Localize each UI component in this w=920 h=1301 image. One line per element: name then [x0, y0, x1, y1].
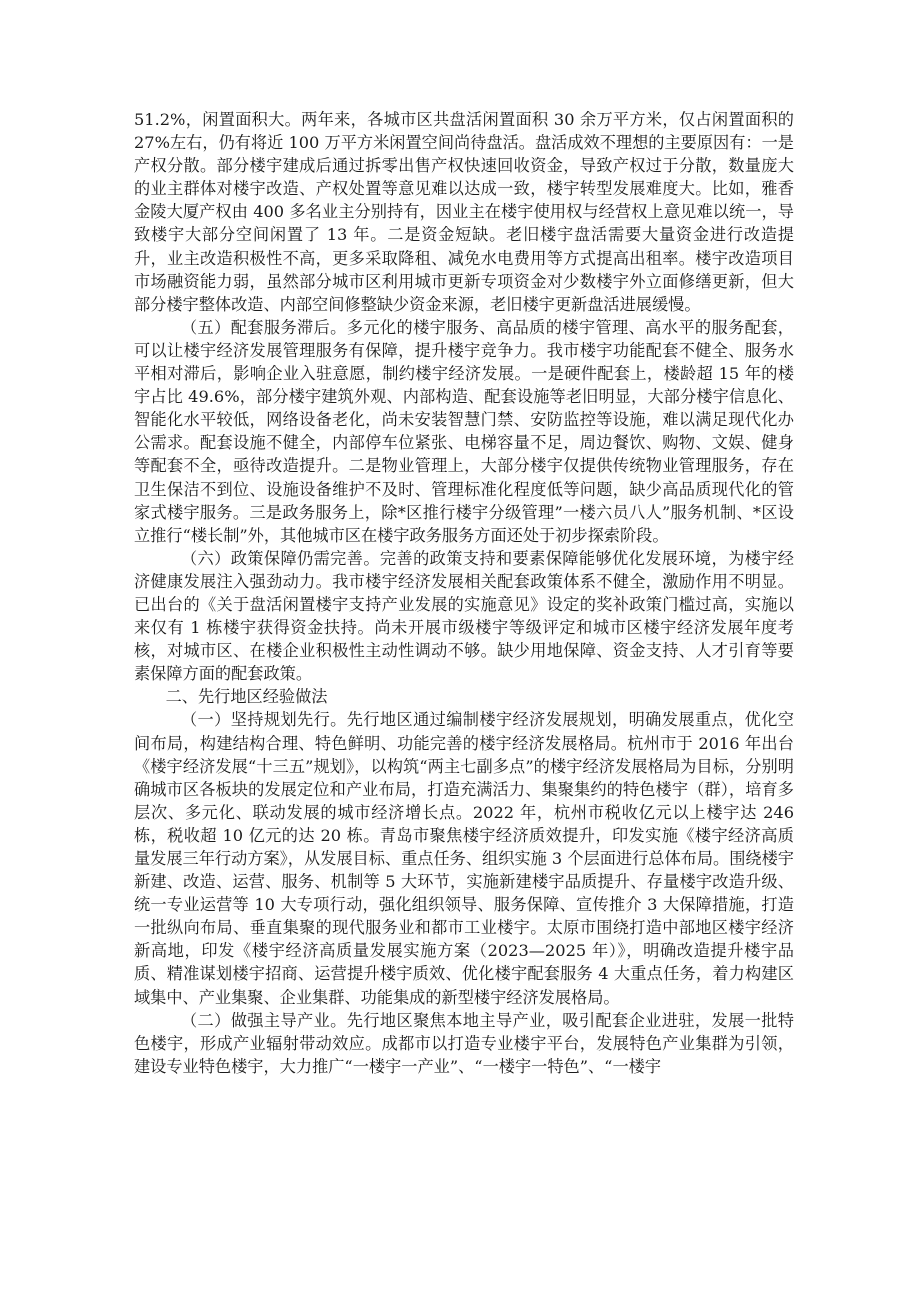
paragraph-supporting-services: （五）配套服务滞后。多元化的楼宇服务、高品质的楼宇管理、高水平的服务配套，可以让楼宇经济发展管理服务有保障，提升楼宇竞争力。我市楼宇功能配套不健全、服务水平相对滞后，影响企业入驻意愿，制约楼宇经济发展。一是硬件配套上，楼龄超 15 年的楼宇占比 49.6%，部分楼宇建筑外观、内部构造、配套设施等老旧明显，大部分楼宇信息化、智能化水平较低，网络设备老化，尚未安装智慧门禁、安防监控等设施，难以满足现代化办公需求。配套设施不健全，内部停车位紧张、电梯容量不足，周边餐饮、购物、文娱、健身等配套不全，亟待改造提升。二是物业管理上，大部分楼宇仅提供传统物业管理服务，存在卫生保洁不到位、设施设备维护不及时、管理标准化程度低等问题，缺少高品质现代化的管家式楼宇服务。三是政务服务上，除*区推行楼宇分级管理”一楼六员八人”服务机制、*区设立推行“楼长制”外，其他城市区在楼宇政务服务方面还处于初步探索阶段。 [134, 317, 794, 545]
document-page [134, 108, 794, 1078]
paragraph-leading-industry: （二）做强主导产业。先行地区聚焦本地主导产业，吸引配套企业进驻，发展一批特色楼宇，形成产业辐射带动效应。成都市以打造专业楼宇平台，发展特色产业集群为引领，建设专业特色楼宇，大力推广“一楼宇一产业”、“一楼宇一特色”、“一楼宇 [134, 1010, 794, 1076]
paragraph-policy-guarantee: （六）政策保障仍需完善。完善的政策支持和要素保障能够优化发展环境，为楼宇经济健康发展注入强劲动力。我市楼宇经济发展相关配套政策体系不健全，激励作用不明显。已出台的《关于盘活闲置楼宇支持产业发展的实施意见》设定的奖补政策门槛过高，实施以来仅有 1 栋楼宇获得资金扶持。尚未开展市级楼宇等级评定和城市区楼宇经济发展年度考核，对城市区、在楼企业积极性主动性调动不够。缺少用地保障、资金支持、人才引育等要素保障方面的配套政策。 [134, 548, 794, 684]
paragraph-planning-first: （一）坚持规划先行。先行地区通过编制楼宇经济发展规划，明确发展重点，优化空间布局，构建结构合理、特色鲜明、功能完善的楼宇经济发展格局。杭州市于 2016 年出台《楼宇经济发展“十三五”规划》，以构筑“两主七副多点”的楼宇经济发展格局为目标，分别明确城市区各板块的发展定位和产业布局，打造充满活力、集聚集约的特色楼宇（群），培育多层次、多元化、联动发展的城市经济增长点。2022 年，杭州市税收亿元以上楼宇达 246 栋，税收超 10 亿元的达 20 栋。青岛市聚焦楼宇经济质效提升，印发实施《楼宇经济高质量发展三年行动方案》，从发展目标、重点任务、组织实施 3 个层面进行总体布局。围绕楼宇新建、改造、运营、服务、机制等 5 大环节，实施新建楼宇品质提升、存量楼宇改造升级、统一专业运营等 10 大专项行动，强化组织领导、服务保障、宣传推介 3 大保障措施，打造一批纵向布局、垂直集聚的现代服务业和都市工业楼宇。太原市围绕打造中部地区楼宇经济新高地，印发《楼宇经济高质量发展实施方案（2023—2025 年）》，明确改造提升楼宇品质、精准谋划楼宇招商、运营提升楼宇质效、优化楼宇配套服务 4 大重点任务，着力构建区域集中、产业集聚、企业集群、功能集成的新型楼宇经济发展格局。 [134, 710, 794, 1007]
paragraph-property-dispersion: 51.2%，闲置面积大。两年来，各城市区共盘活闲置面积 30 余万平方米，仅占闲置面积的 27%左右，仍有将近 100 万平方米闲置空间尚待盘活。盘活成效不理想的主要原因有：一是产权分散。部分楼宇建成后通过拆零出售产权快速回收资金，导致产权过于分散，数量庞大的业主群体对楼宇改造、产权处置等意见难以达成一致，楼宇转型发展难度大。比如，雅香金陵大厦产权由 400 多名业主分别持有，因业主在楼宇使用权与经营权上意见难以统一，导致楼宇大部分空间闲置了 13 年。二是资金短缺。老旧楼宇盘活需要大量资金进行改造提升，业主改造积极性不高，更多采取降租、减免水电费用等方式提高出租率。楼宇改造项目市场融资能力弱，虽然部分城市区利用城市更新专项资金对少数楼宇外立面修缮更新，但大部分楼宇整体改造、内部空间修整缺少资金来源，老旧楼宇更新盘活进展缓慢。 [134, 110, 794, 314]
section-heading-experience: 二、先行地区经验做法 [165, 687, 328, 707]
